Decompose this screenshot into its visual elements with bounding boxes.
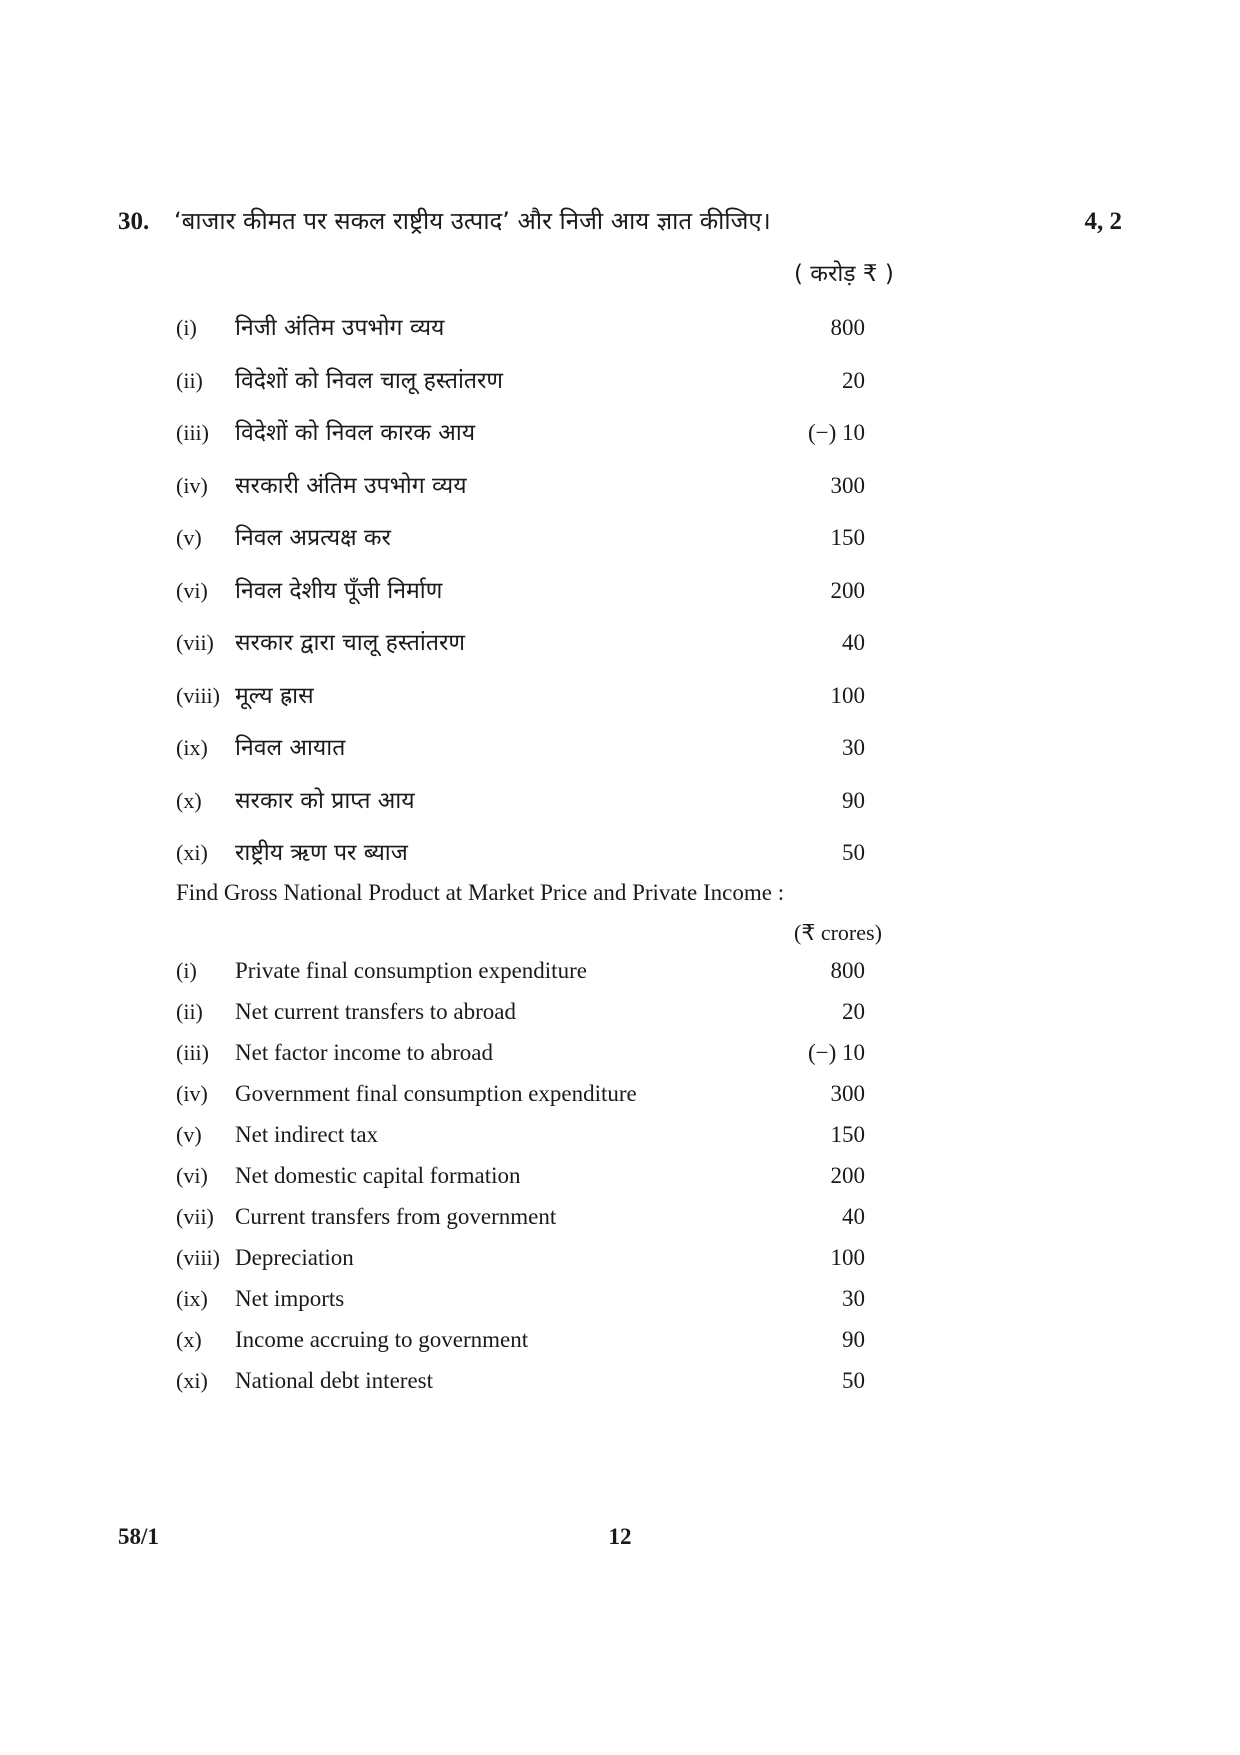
list-item <box>0 1325 1240 1365</box>
list-item <box>0 570 1240 610</box>
list-item <box>0 997 1240 1037</box>
item-label: निवल देशीय पूँजी निर्माण <box>235 577 443 604</box>
item-number: (v) <box>176 1122 202 1147</box>
item-value: 800 <box>830 958 865 983</box>
question-text-english: Find Gross National Product at Market Price and Private Income : <box>176 880 785 905</box>
item-value: 20 <box>842 999 865 1024</box>
item-label: निवल आयात <box>235 735 346 761</box>
item-number: (x) <box>176 787 202 813</box>
item-value: (−) 10 <box>807 1040 865 1065</box>
list-item <box>0 1079 1240 1119</box>
list-item <box>0 1284 1240 1324</box>
list-item <box>0 1161 1240 1201</box>
item-value: 150 <box>830 525 865 550</box>
item-value: 50 <box>842 840 865 865</box>
list-item <box>0 1366 1240 1406</box>
item-value: 200 <box>830 1163 865 1188</box>
item-label: Net indirect tax <box>235 1122 379 1147</box>
item-number: (ii) <box>176 367 203 393</box>
unit-label-english: (₹ crores) <box>794 920 882 945</box>
question-number: 30. <box>118 208 150 235</box>
item-number: (vii) <box>176 1204 214 1229</box>
item-label: Depreciation <box>235 1245 354 1270</box>
item-number: (iv) <box>176 472 208 498</box>
item-value: 90 <box>842 787 865 813</box>
list-item <box>0 465 1240 505</box>
item-number: (vii) <box>176 630 214 655</box>
list-item <box>0 780 1240 820</box>
list-item <box>0 517 1240 557</box>
question-marks: 4, 2 <box>1084 208 1122 235</box>
item-number: (iii) <box>176 420 209 445</box>
item-label: निवल अप्रत्यक्ष कर <box>235 525 391 551</box>
item-label: Net factor income to abroad <box>235 1040 493 1065</box>
list-item <box>0 307 1240 347</box>
page-number: 12 <box>608 1524 632 1549</box>
item-value: 300 <box>830 1081 865 1106</box>
item-value: 100 <box>830 1245 865 1270</box>
item-value: 200 <box>830 577 865 603</box>
paper-code: 58/1 <box>118 1524 159 1549</box>
item-label: Current transfers from government <box>235 1204 557 1229</box>
item-number: (iii) <box>176 1040 209 1065</box>
item-value: 150 <box>830 1122 865 1147</box>
item-label: सरकार द्वारा चालू हस्तांतरण <box>235 630 465 656</box>
list-item <box>0 675 1240 715</box>
item-number: (i) <box>176 958 197 983</box>
list-item <box>0 1243 1240 1283</box>
item-value: 30 <box>842 735 865 760</box>
item-label: Government final consumption expenditure <box>235 1081 637 1106</box>
list-item <box>0 832 1240 872</box>
item-value: 800 <box>830 315 865 340</box>
item-label: सरकार को प्राप्त आय <box>235 787 415 814</box>
item-label: विदेशों को निवल चालू हस्तांतरण <box>235 367 504 394</box>
list-item <box>0 1120 1240 1160</box>
item-label: Private final consumption expenditure <box>235 958 587 983</box>
item-number: (ix) <box>176 1286 208 1311</box>
list-item <box>0 727 1240 767</box>
item-value: 300 <box>830 472 865 498</box>
item-label: Net current transfers to abroad <box>235 999 516 1024</box>
item-number: (i) <box>176 315 197 340</box>
item-number: (vi) <box>176 1163 208 1188</box>
item-label: मूल्य ह्रास <box>235 682 314 709</box>
item-label: सरकारी अंतिम उपभोग व्यय <box>235 472 467 499</box>
list-item <box>0 1202 1240 1242</box>
item-number: (ix) <box>176 735 208 760</box>
item-label: Net imports <box>235 1286 345 1311</box>
list-item <box>0 412 1240 452</box>
item-value: 100 <box>830 682 865 708</box>
item-label: National debt interest <box>235 1368 433 1393</box>
question-text-hindi: ‘बाजार कीमत पर सकल राष्ट्रीय उत्पाद’ और निजी आय ज्ञात कीजिए। <box>174 207 771 235</box>
item-number: (xi) <box>176 1368 208 1393</box>
item-number: (viii) <box>176 682 220 708</box>
item-number: (vi) <box>176 577 208 603</box>
item-label: निजी अंतिम उपभोग व्यय <box>235 315 445 341</box>
item-number: (iv) <box>176 1081 208 1106</box>
item-number: (ii) <box>176 999 203 1024</box>
item-label: विदेशों को निवल कारक आय <box>235 420 476 446</box>
list-item <box>0 1038 1240 1078</box>
list-item <box>0 956 1240 996</box>
item-number: (xi) <box>176 840 208 865</box>
list-item <box>0 622 1240 662</box>
list-item <box>0 360 1240 400</box>
item-value: 40 <box>842 1204 865 1229</box>
item-value: 90 <box>842 1327 865 1352</box>
item-number: (x) <box>176 1327 202 1352</box>
item-label: राष्ट्रीय ऋण पर ब्याज <box>235 840 408 866</box>
item-label: Income accruing to government <box>235 1327 529 1352</box>
item-value: (−) 10 <box>807 420 865 445</box>
item-value: 30 <box>842 1286 865 1311</box>
item-label: Net domestic capital formation <box>235 1163 521 1188</box>
item-number: (viii) <box>176 1245 220 1270</box>
item-value: 40 <box>842 630 865 655</box>
item-value: 20 <box>842 367 865 393</box>
item-number: (v) <box>176 525 202 550</box>
unit-label-hindi: ( करोड़ ₹ ) <box>794 261 894 287</box>
item-value: 50 <box>842 1368 865 1393</box>
